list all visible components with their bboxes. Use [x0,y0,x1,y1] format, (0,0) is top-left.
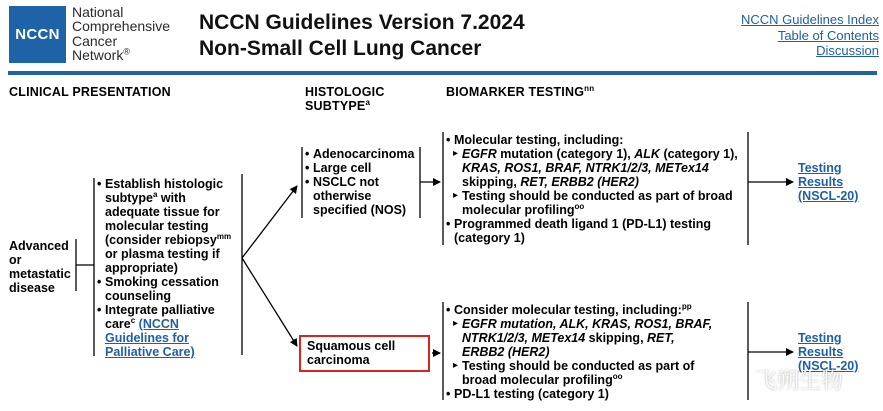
subtype-line: • NSCLC not [313,175,379,189]
testing-results-link[interactable]: (NSCL-20) [798,189,859,203]
step-line: appropriate) [105,261,178,275]
biomarker-gene-list [446,147,738,189]
palliative-care-link[interactable]: Guidelines for [105,331,190,345]
presentation-line: metastatic [9,267,71,281]
molecular-testing-item: • Molecular testing, including: [446,133,738,147]
note-line: ▸ Testing should be conducted as part of broad [462,189,733,203]
pdl1-testing-item: • PD-L1 testing (category 1) [446,387,712,401]
gene-line: KRAS, ROS1, BRAF, NTRK1/2/3, METex14 [462,161,709,175]
pdl1-line: • Programmed death ligand 1 (PD-L1) testing [454,217,711,231]
workup-steps [97,177,231,359]
gene-line: skipping, RET, ERBB2 (HER2) [462,175,639,189]
subtype-nsclc-nos [305,175,414,217]
logo-word: National [72,4,124,20]
arrow-to-nonsquamous [242,186,297,258]
step-line: subtype$^a$ with [105,189,186,205]
logo-word: Comprehensive [72,18,171,35]
palliative-care-link[interactable]: (NCCN [138,317,179,331]
step-line: adequate tissue for [105,205,220,219]
arrow-to-squamous [242,258,297,346]
pdl1-testing-item [446,217,738,245]
logo-word: Network® [72,46,130,63]
broad-profiling-note [446,189,738,217]
step-line: care$^c$ (NCCN [105,315,179,331]
testing-results-link[interactable]: Results [798,175,844,189]
footnote-marker: a [365,97,371,107]
step-line: counseling [105,289,171,303]
clinical-presentation-text [9,239,79,295]
biomarker-nonsquamous [446,133,738,245]
footnote-marker: mm [216,231,232,241]
step-palliative-care [97,303,231,359]
guidelines-index-link[interactable]: NCCN Guidelines Index [740,12,879,27]
step-line: • Smoking cessation [105,275,219,289]
consider-molecular-testing-item: • Consider molecular testing, including:$^{pp}$ [446,303,712,317]
subtype-adenocarcinoma: • Adenocarcinoma [305,147,414,161]
biomarker-squamous [446,303,712,401]
biomarker-testing-header: BIOMARKER $TESTING^{nn}$ [446,83,595,99]
presentation-line: disease [9,281,55,295]
step-line: or plasma testing if [105,247,220,261]
subtype-line: specified (NOS) [313,203,407,217]
pdl1-line: (category 1) [454,231,525,245]
footnote-marker: a [152,189,158,199]
registered-mark: ® [123,46,130,57]
broad-profiling-note [446,359,712,387]
biomarker-gene-list [446,317,712,359]
subtype-large-cell: • Large cell [305,161,414,175]
histologic-header-line: HISTOLOGIC [305,85,385,99]
testing-results-link[interactable]: (NSCL-20) [798,359,859,373]
step-line [105,345,231,359]
footnote-marker: oo [612,371,623,381]
discussion-link[interactable]: Discussion [816,43,879,58]
squamous-cell-box [299,335,430,372]
squamous-line: Squamous cell [307,339,396,353]
step-line [105,331,231,345]
squamous-line: carcinoma [307,353,370,367]
gene-line: NTRK1/2/3, METex14 skipping, RET, [462,331,675,345]
testing-results-link[interactable]: Testing [798,161,842,175]
testing-results-link[interactable]: Testing [798,331,842,345]
step-line: (consider rebiopsy$^{mm}$ [105,231,232,247]
step-line: • Integrate palliative [105,303,215,317]
gene-line: ERBB2 (HER2) [462,345,550,359]
title-line-version: NCCN Guidelines Version 7.2024 [199,11,525,34]
footnote-marker: pp [681,301,692,311]
step-line: • Establish histologic [105,177,224,191]
clinical-presentation-header: CLINICAL PRESENTATION [9,85,171,99]
gene-line: ▸ EGFR mutation, ALK, KRAS, ROS1, BRAF, [462,317,713,331]
footnote-marker: nn [584,83,595,93]
testing-results-top [798,161,858,203]
logo-word: Cancer [72,32,118,49]
step-line: molecular testing [105,219,209,233]
note-line: molecular profiling$^{oo}$ [462,201,585,217]
note-line: broad molecular profiling$^{oo}$ [462,371,623,387]
nccn-logo-mark: NCCN [9,6,66,63]
table-of-contents-link[interactable]: Table of Contents [777,27,879,43]
footnote-marker: c [130,315,136,325]
subtype-header-line: SUBTYPE$^a$ [305,97,371,113]
step-establish-subtype [97,177,231,275]
footnote-marker: oo [574,201,585,211]
subtype-line: otherwise [313,189,372,203]
palliative-care-link[interactable]: Palliative Care) [105,345,195,359]
presentation-line: Advanced [9,239,69,253]
watermark: 飞朔生物 [755,369,844,394]
note-line: ▸ Testing should be conducted as part of [462,359,695,373]
title-line-cancer: Non-Small Cell Lung Cancer [199,37,482,60]
testing-results-link[interactable]: Results [798,345,844,359]
nonsquamous-subtypes [305,147,414,217]
gene-line: ▸ EGFR mutation (category 1), ALK (category 1), [462,147,738,161]
presentation-line: or [9,253,22,267]
step-smoking-cessation [97,275,231,303]
